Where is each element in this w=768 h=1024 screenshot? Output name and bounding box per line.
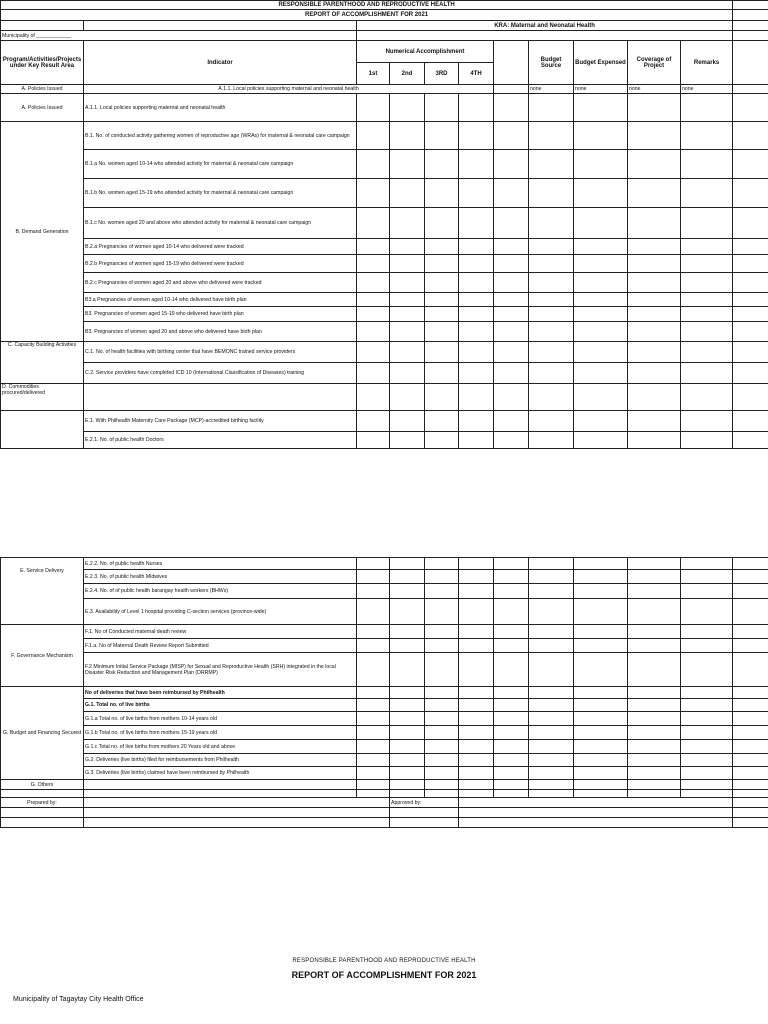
remarks-value: none	[681, 85, 733, 94]
indicator-row: B.1.b No. women aged 15-19 who attended activity for maternal & neonatal care campaign	[84, 179, 357, 208]
header-budget-expensed: Budget Expensed	[574, 41, 628, 85]
header-program: Program/Activities/Projects under Key Result Area	[1, 41, 84, 85]
report-table-page1	[0, 0, 768, 449]
indicator-row: G.1.b Total no. of live births from mothers 15-19 years old	[84, 726, 357, 740]
area-policies: A. Policies Issued	[1, 85, 84, 94]
area-demand-generation: B. Demand Generation	[1, 122, 84, 342]
indicator-row: E.2.1. No. of public health Doctors	[84, 432, 357, 449]
report-title: RESPONSIBLE PARENTHOOD AND REPRODUCTIVE HEALTH	[1, 1, 733, 10]
indicator-row: G.2. Deliveries (live births) filed for reimbursements from Philhealth	[84, 754, 357, 767]
municipality-field: Municipality of ____________	[1, 31, 357, 41]
indicator-row: B3. Pregnancies of women aged 20 and above who delivered have birth plan	[84, 322, 357, 342]
header-q4: 4TH	[459, 63, 494, 85]
footer-municipality: Municipality of Tagaytay City Health Office	[13, 996, 144, 1003]
indicator-row: F.2 Minimum Initial Service Package (MISP) for Sexual and Reproductive Health (SRH) integrated in the local Disaster Risk Reduction and Management Plan (DRRMP)	[84, 653, 357, 687]
indicator-row: E.2.3. No. of public health Midwives	[84, 570, 357, 584]
header-remarks: Remarks	[681, 41, 733, 85]
indicator-row: F.1.a. No of Maternal Death Review Report Submitted	[84, 639, 357, 653]
indicator-a11: A.1.1. Local policies supporting maternal and neonatal health	[84, 85, 494, 94]
report-table-page2	[0, 557, 768, 828]
indicator-row: No of deliveries that have been reimbursed by Philhealth	[84, 687, 357, 699]
coverage-value: none	[628, 85, 681, 94]
header-q1: 1st	[357, 63, 390, 85]
indicator-row: E.3. Availability of Level 1 hospital providing C-section services (province-wide)	[84, 599, 357, 625]
area-commodities: D. Commodities procured/delivered	[1, 384, 84, 411]
indicator-row: F.1. No of Conducted maternal death review	[84, 625, 357, 639]
approved-by-label: Approved by:	[390, 798, 459, 808]
indicator-row: C.1. No. of health facilities with birthing center that have BEMONC trained service providers	[84, 342, 357, 363]
indicator-row: B3. Pregnancies of women aged 15-19 who delivered have birth plan	[84, 307, 357, 322]
indicator-a11-2: A.1.1. Local policies supporting maternal and neonatal health	[84, 94, 357, 122]
area-service-delivery: E. Service Delivery	[1, 558, 84, 625]
footer-subtitle: REPORT OF ACCOMPLISHMENT FOR 2021	[291, 970, 477, 980]
area-policies-2: A. Policies Issued	[1, 94, 84, 122]
indicator-row: E.1. With Philhealth Maternity Care Package (MCP)-accredited birthing facility	[84, 411, 357, 432]
budget-expensed-value: none	[574, 85, 628, 94]
indicator-row: B.1. No. of conducted activity gathering women of reproductive age (WRAs) for maternal & neonatal care campaign	[84, 122, 357, 150]
indicator-row: G.3. Deliveries (live births) claimed have been reimbursed by Philhealth	[84, 767, 357, 780]
indicator-row: B.1.a No. women aged 10-14 who attended activity for maternal & neonatal care campaign	[84, 150, 357, 179]
header-indicator: Indicator	[84, 41, 357, 85]
indicator-row: G.1.c Total no. of live births from mothers 20 Years old and above	[84, 740, 357, 754]
indicator-row: B3.a Pregnancies of women aged 10-14 who delivered have birth plan	[84, 293, 357, 307]
budget-source-value: none	[529, 85, 574, 94]
header-q2: 2nd	[390, 63, 425, 85]
report-subtitle: REPORT OF ACCOMPLISHMENT FOR 2021	[1, 10, 733, 21]
indicator-row: B.2.c Pregnancies of women aged 20 and above who delivered were tracked	[84, 273, 357, 293]
header-coverage: Coverage of Project	[628, 41, 681, 85]
indicator-row: G.1. Total no. of live births	[84, 699, 357, 712]
prepared-by-label: Prepared by:	[1, 798, 84, 808]
indicator-row: B.2.b Pregnancies of women aged 15-19 who delivered were tracked	[84, 255, 357, 273]
header-budget-source: Budget Source	[529, 41, 574, 85]
indicator-row: G.1.a Total no. of live births from mothers 10-14 years old	[84, 712, 357, 726]
indicator-row: E.2.4. No. of of public health barangay health workers (BHWs)	[84, 584, 357, 599]
area-capacity-building: C. Capacity Building Activities	[1, 342, 84, 384]
header-q3: 3RD	[425, 63, 459, 85]
area-others: G. Others	[1, 780, 84, 790]
indicator-row: B.2.a Pregnancies of women aged 10-14 who delivered were tracked	[84, 239, 357, 255]
indicator-row: B.1.c No. women aged 20 and above who attended activity for maternal & neonatal care campaign	[84, 208, 357, 239]
area-budget-financing: G. Budget and Financing Secured	[1, 687, 84, 780]
area-governance: F. Governance Mechanism	[1, 625, 84, 687]
indicator-row: C.2. Service providers have completed ICD 10 (International Classification of Diseases) training	[84, 363, 357, 384]
header-numerical: Numerical Accomplishment	[357, 41, 494, 63]
indicator-row: E.2.2. No. of public health Nurses	[84, 558, 357, 570]
kra-label: KRA: Maternal and Neonatal Health	[357, 21, 733, 31]
footer-title: RESPONSIBLE PARENTHOOD AND REPRODUCTIVE HEALTH	[292, 958, 476, 964]
